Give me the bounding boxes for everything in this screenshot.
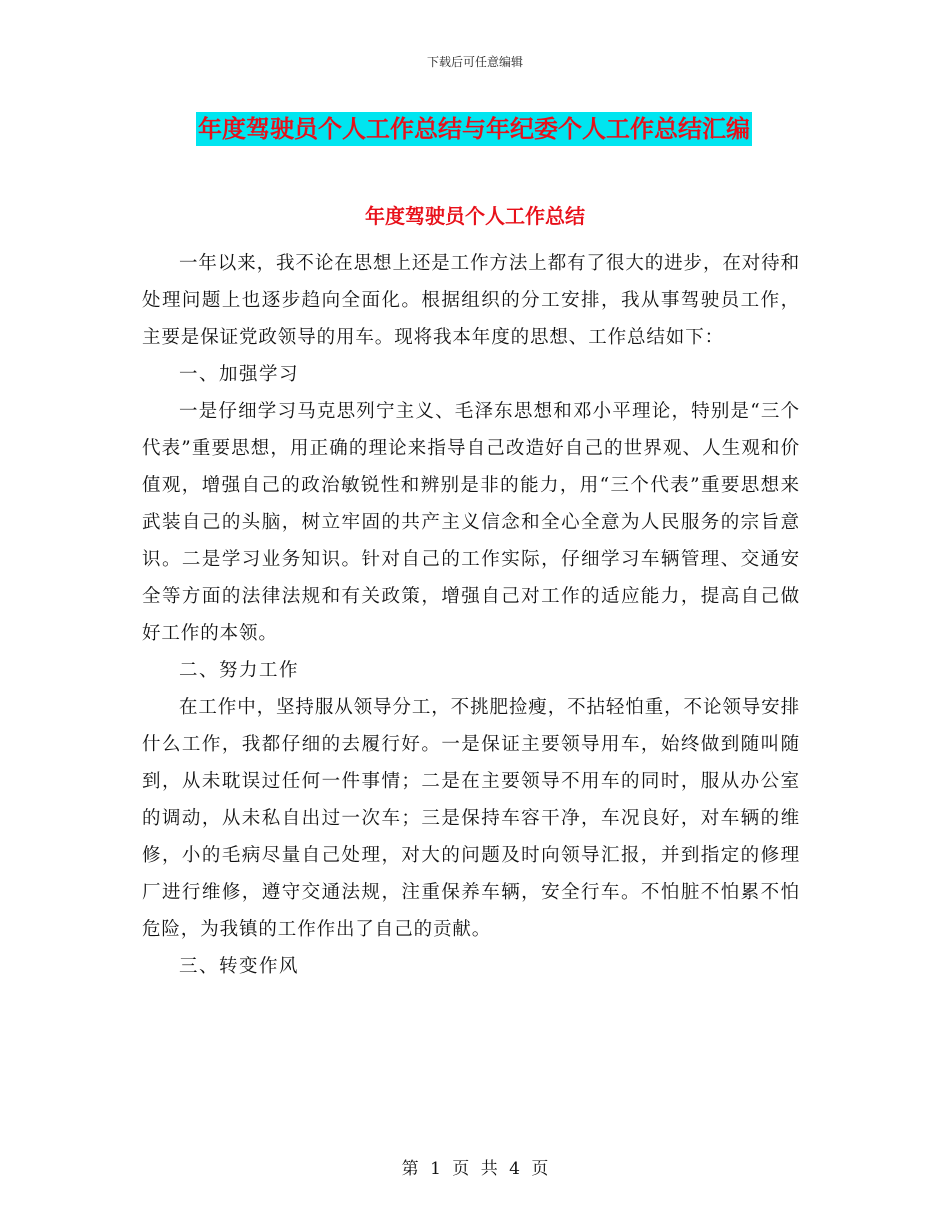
body-paragraph: 一是仔细学习马克思列宁主义、毛泽东思想和邓小平理论，特别是“三个代表”重要思想，用正确的理论来指导自己改造好自己的世界观、人生观和价值观，增强自己的政治敏锐性和辨别是非的能力，用“三个代表”重要思想来武装自己的头脑，树立牢固的共产主义信念和全心全意为人民服务的宗旨意识。二是学习业务知识。针对自己的工作实际，仔细学习车辆管理、交通安全等方面的法律法规和有关政策，增强自己对工作的适应能力，提高自己做好工作的本领。 [142, 401, 800, 644]
document-main-title: 年度驾驶员个人工作总结与年纪委个人工作总结汇编 [196, 112, 752, 146]
page-number-footer: 第 1 页 共 4 页 [401, 1159, 549, 1179]
section-heading: 三、转变作风 [179, 956, 300, 977]
body-paragraph: 在工作中，坚持服从领导分工，不挑肥捡瘦，不拈轻怕重，不论领导安排什么工作，我都仔细的去履行好。一是保证主要领导用车，始终做到随叫随到，从未耽误过任何一件事情；二是在主要领导不用车的同时，服从办公室的调动，从未私自出过一次车；三是保持车容干净，车况良好，对车辆的维修，小的毛病尽量自己处理，对大的问题及时向领导汇报，并到指定的修理厂进行维修，遵守交通法规，注重保养车辆，安全行车。不怕脏不怕累不怕危险，为我镇的工作作出了自己的贡献。 [142, 697, 800, 940]
section-heading: 二、努力工作 [179, 660, 300, 681]
section-heading: 一、加强学习 [179, 364, 300, 385]
body-paragraph: 一年以来，我不论在思想上还是工作方法上都有了很大的进步，在对待和处理问题上也逐步趋向全面化。根据组织的分工安排，我从事驾驶员工作，主要是保证党政领导的用车。现将我本年度的思想、工作总结如下： [142, 253, 800, 348]
section-title: 年度驾驶员个人工作总结 [365, 204, 585, 228]
document-body [142, 245, 800, 985]
header-note: 下载后可任意编辑 [426, 55, 523, 69]
